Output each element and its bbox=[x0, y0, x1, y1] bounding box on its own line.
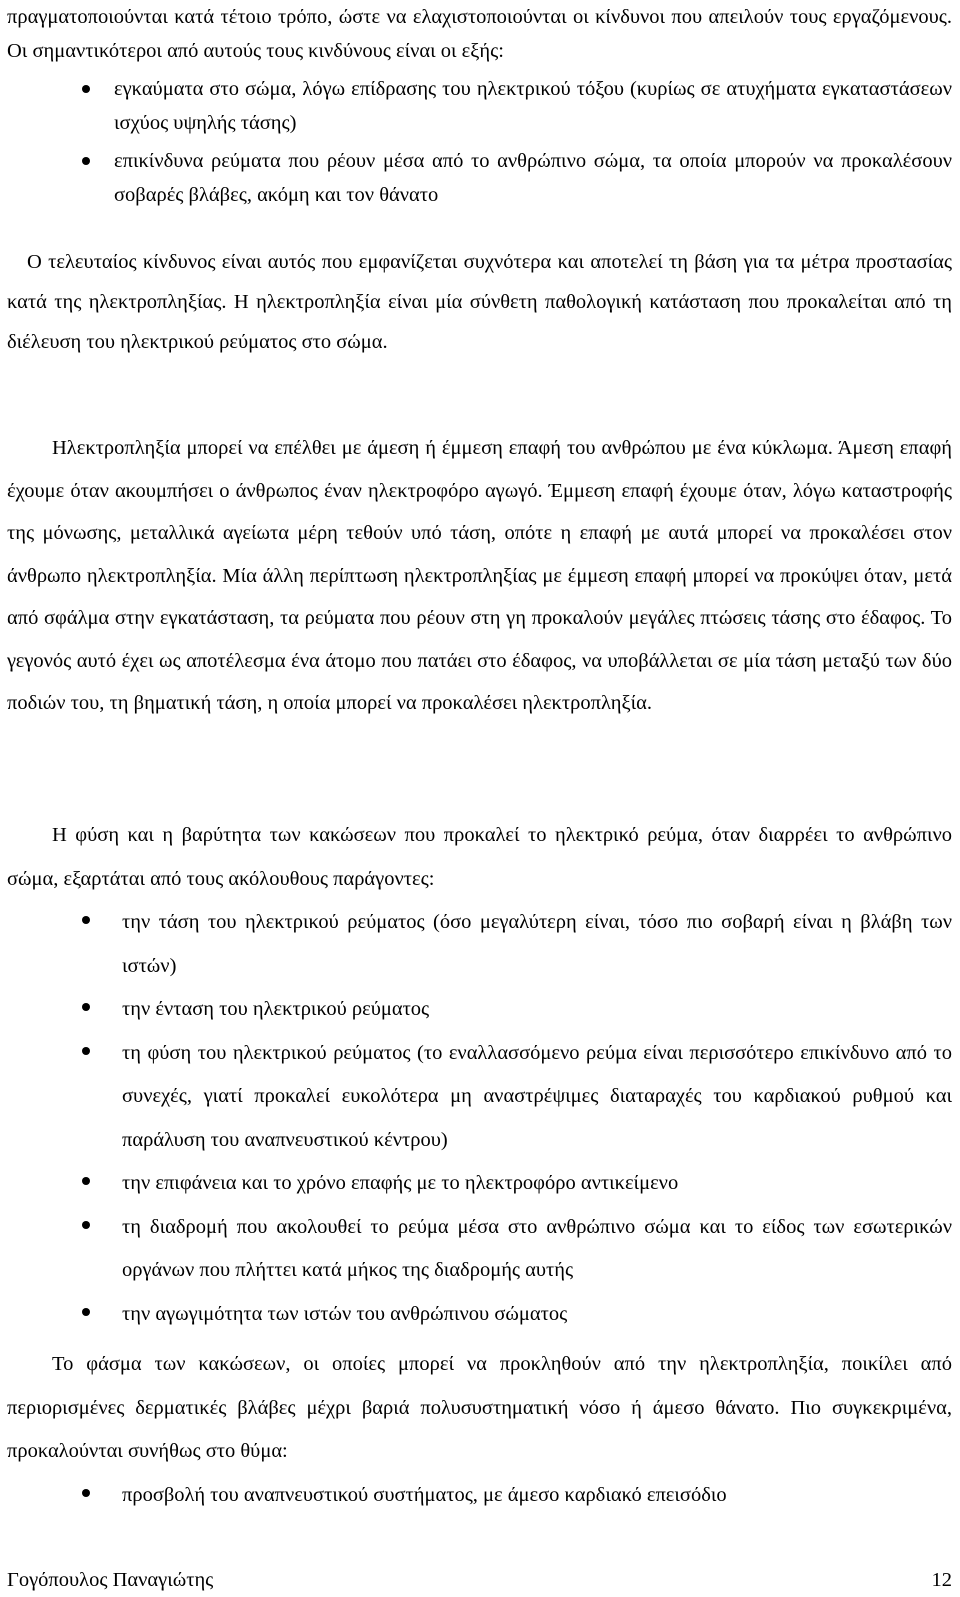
list-item: τη φύση του ηλεκτρικού ρεύματος (το εναλλασσόμενο ρεύμα είναι περισσότερο επικίνδυνο από το συνεχές, γιατί προκαλεί ευκολότερα μη αναστρέψιμες διαταραχές του καρδιακού ρυθμού και παράλυση του αναπνευστικού κέντρου) bbox=[122, 1041, 952, 1151]
list-item: την αγωγιμότητα των ιστών του ανθρώπινου σώματος bbox=[122, 1302, 568, 1325]
paragraph-section-3 bbox=[7, 814, 952, 1336]
paragraph: Η φύση και η βαρύτητα των κακώσεων που προκαλεί το ηλεκτρικό ρεύμα, όταν διαρρέει το ανθρώπινο σώμα, εξαρτάται από τους ακόλουθους παράγοντες: bbox=[7, 824, 952, 890]
intro-paragraph: πραγματοποιούνται κατά τέτοιο τρόπο, ώστε να ελαχιστοποιούνται οι κίνδυνοι που απειλούν τους εργαζόμενους. Οι σημαντικότεροι από αυτούς τους κινδύνους είναι οι εξής: bbox=[7, 6, 952, 62]
factors-list bbox=[7, 901, 952, 1336]
list-item: την ένταση του ηλεκτρικού ρεύματος bbox=[122, 998, 430, 1020]
list-item: επικίνδυνα ρεύματα που ρέουν μέσα από το ανθρώπινο σώμα, τα οποία μπορούν να προκαλέσουν σοβαρές βλάβες, ακόμη και τον θάνατο bbox=[114, 150, 952, 206]
effects-list bbox=[7, 1474, 952, 1518]
paragraph-section-4 bbox=[7, 1343, 952, 1517]
page-number: 12 bbox=[931, 1569, 952, 1591]
paragraph-section-1 bbox=[7, 242, 952, 362]
dangers-list bbox=[7, 72, 952, 212]
list-item: εγκαύματα στο σώμα, λόγω επίδρασης του ηλεκτρικού τόξου (κυρίως σε ατυχήματα εγκαταστάσεων ισχύος υψηλής τάσης) bbox=[114, 78, 952, 134]
list-item: την επιφάνεια και το χρόνο επαφής με το ηλεκτροφόρο αντικείμενο bbox=[122, 1172, 679, 1194]
intro-section bbox=[7, 0, 952, 212]
paragraph: Ο τελευταίος κίνδυνος είναι αυτός που εμφανίζεται συχνότερα και αποτελεί τη βάση για τα μέτρα προστασίας κατά της ηλεκτροπληξίας. Η ηλεκτροπληξία είναι μία σύνθετη παθολογική κατάσταση που προκαλείται από τη διέλευση του ηλεκτρικού ρεύματος στο σώμα. bbox=[7, 251, 952, 353]
list-item: την τάση του ηλεκτρικού ρεύματος (όσο μεγαλύτερη είναι, τόσο πιο σοβαρή είναι η βλάβη των ιστών) bbox=[122, 911, 952, 977]
paragraph: Το φάσμα των κακώσεων, οι οποίες μπορεί να προκληθούν από την ηλεκτροπληξία, ποικίλει από περιορισμένες δερματικές βλάβες μέχρι βαριά πολυσυστηματική νόσο ή άμεσο θάνατο. Πιο συγκεκριμένα, προκαλούνται συνήθως στο θύμα: bbox=[7, 1353, 952, 1462]
list-item: τη διαδρομή που ακολουθεί το ρεύμα μέσα στο ανθρώπινο σώμα και το είδος των εσωτερικών οργάνων που πλήττει κατά μήκος της διαδρομής αυτής bbox=[122, 1215, 952, 1281]
list-item: προσβολή του αναπνευστικού συστήματος, με άμεσο καρδιακό επεισόδιο bbox=[122, 1483, 727, 1506]
page-footer bbox=[7, 1566, 952, 1594]
paragraph-section-2 bbox=[7, 427, 952, 725]
footer-author: Γογόπουλος Παναγιώτης bbox=[7, 1569, 214, 1591]
paragraph: Ηλεκτροπληξία μπορεί να επέλθει με άμεση ή έμμεση επαφή του ανθρώπου με ένα κύκλωμα. Άμεση επαφή έχουμε όταν ακουμπήσει ο άνθρωπος έναν ηλεκτροφόρο αγωγό. Έμμεση επαφή έχουμε όταν, λόγω καταστροφής της μόνωσης, μεταλλικά αγείωτα μέρη τεθούν υπό τάση, οπότε η επαφή με αυτά μπορεί να προκαλέσει στον άνθρωπο ηλεκτροπληξία. Μία άλλη περίπτωση ηλεκτροπληξίας με έμμεση επαφή μπορεί να προκύψει όταν, μετά από σφάλμα στην εγκατάσταση, τα ρεύματα που ρέουν στη γη προκαλούν μεγάλες πτώσεις τάσης στο έδαφος. Το γεγονός αυτό έχει ως αποτέλεσμα ένα άτομο που πατάει στο έδαφος, να υποβάλλεται σε μία τάση μεταξύ των δύο ποδιών του, τη βηματική τάση, η οποία μπορεί να προκαλέσει ηλεκτροπληξία. bbox=[7, 437, 952, 714]
